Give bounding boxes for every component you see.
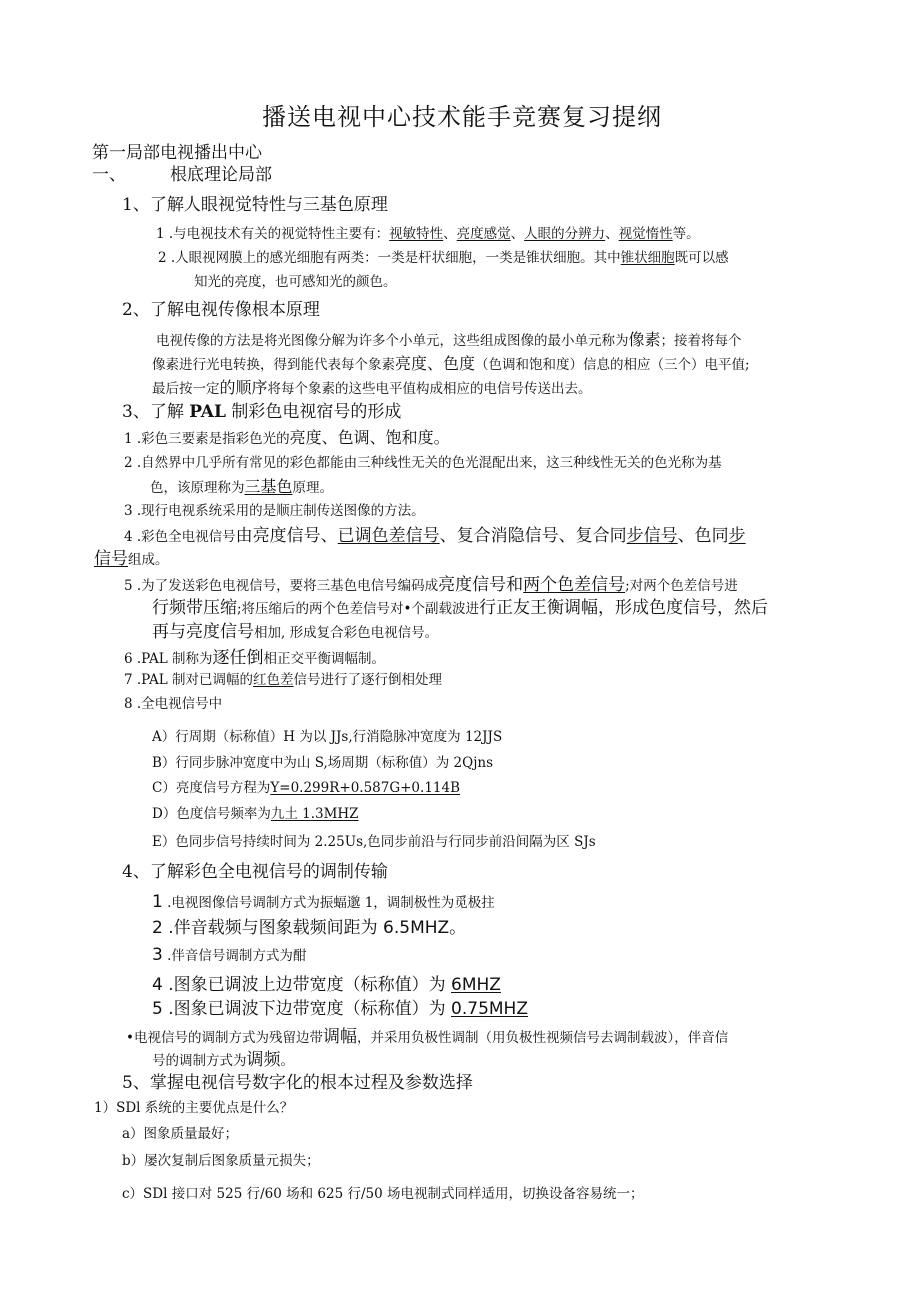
s3-item-1: 1 .彩色三要素是指彩色光的亮度、色调、饱和度。 xyxy=(124,428,450,447)
s5-answer-b: b）屡次复制后图象质量元损失； xyxy=(122,1153,320,1169)
s3-item-8-a: A）行周期（标称值）H 为以 JJs,行消隐脉冲宽度为 12JJS xyxy=(152,729,503,745)
section-heading xyxy=(92,165,272,185)
s3-item-3: 3 .现行电视系统采用的是顺庄制传送图像的方法。 xyxy=(124,503,425,519)
document-title: 播送电视中心技术能手竞赛复习提纲 xyxy=(262,103,662,131)
s1-item-2: 2 .人眼视网膜上的感光细胞有两类：一类是杆状细胞，一类是锥状细胞。其中锥状细胞既可以感 xyxy=(158,250,729,266)
s3-item-2-cont: 色，该原理称为三基色原理。 xyxy=(150,477,334,496)
s3-item-4: 4 .彩色全电视信号由亮度信号、已调色差信号、复合消隐信号、复合同步信号、色同步 xyxy=(124,526,746,546)
s1-item-1: 1 .与电视技术有关的视觉特性主要有：视敏特性、亮度感觉、人眼的分辨力、视觉惰性等。 xyxy=(156,226,700,242)
s2-line-3: 最后按一定的顺序将每个象素的这些电平值构成相应的电信号传送出去。 xyxy=(152,378,592,397)
s3-heading: 3、了解 PAL 制彩色电视宿号的形成 xyxy=(122,402,402,422)
s3-item-2: 2 .自然界中几乎所有常见的彩色都能由三种线性无关的色光混配出来，这三种线性无关的色光称为基 xyxy=(124,455,722,471)
s4-item-5: 5 .图象已调波下边带宽度（标称值）为 0.75MHZ xyxy=(152,999,528,1019)
s3-item-5: 5 .为了发送彩色电视信号，要将三基色电信号编码成亮度信号和两个色差信号;对两个色差信号进 xyxy=(124,575,738,595)
section-label: 根底理论局部 xyxy=(170,165,272,185)
s2-heading: 2、了解电视传像根本原理 xyxy=(122,300,320,320)
s4-bullet-line-2: 号的调制方式为调频。 xyxy=(152,1050,294,1070)
s2-line-1: 电视传像的方法是将光图像分解为许多个小单元，这些组成图像的最小单元称为像素；接着将每个 xyxy=(156,330,742,349)
section-number: 一、 xyxy=(92,165,126,185)
s3-item-6: 6 .PAL 制称为逐任倒相正交平衡调幅制。 xyxy=(124,648,386,668)
s3-item-4-cont: 信号组成。 xyxy=(94,549,169,569)
s1-item-2-cont: 知光的亮度，也可感知光的颜色。 xyxy=(194,274,397,290)
s5-answer-c: c）SDl 接口对 525 行/60 场和 625 行/50 场电视制式同样适用，切换设备容易统一； xyxy=(122,1186,644,1202)
s3-item-8-e: E）色同步信号持续时间为 2.25Us,色同步前沿与行同步前沿间隔为区 SJs xyxy=(152,834,596,850)
s4-bullet-line-1: •电视信号的调制方式为残留边带调幅，并采用负极性调制（用负极性视频信号去调制载波），伴音信 xyxy=(126,1027,729,1047)
s3-item-8-d: D）色度信号频率为九土 1.3MHZ xyxy=(152,806,359,822)
s3-item-5-cont-2: 再与亮度信号相加, 形成复合彩色电视信号。 xyxy=(152,622,439,642)
s3-item-8-c: C）亮度信号方程为Y=0.299R+0.587G+0.114B xyxy=(152,780,461,796)
s3-item-8: 8 .全电视信号中 xyxy=(124,696,223,712)
s2-line-2: 像素进行光电转换，得到能代表每个象素亮度、色度（色调和饱和度）信息的相应（三个）电平值; xyxy=(152,354,750,373)
s3-item-8-b: B）行同步脉冲宽度中为山 S,场周期（标称值）为 2Qjns xyxy=(152,755,494,771)
s4-item-3: 3 .伴音信号调制方式为酣 xyxy=(152,945,307,965)
part-heading: 第一局部电视播出中心 xyxy=(92,143,262,163)
s3-item-5-cont-1: 行频带压缩;将压缩后的两个色差信号对•个副载波进行正友王衡调幅，形成色度信号，然后 xyxy=(152,598,769,618)
s4-item-1: 1 .电视图像信号调制方式为振蝠邈 1，调制极性为觅极拄 xyxy=(152,892,495,912)
s4-heading: 4、了解彩色全电视信号的调制传输 xyxy=(122,862,388,882)
s4-item-4: 4 .图象已调波上边带宽度（标称值）为 6MHZ xyxy=(152,975,501,995)
s5-heading: 5、掌握电视信号数字化的根本过程及参数选择 xyxy=(122,1073,473,1093)
s5-question-1: 1）SDl 系统的主要优点是什么？ xyxy=(94,1100,294,1116)
s4-item-2: 2 .伴音载频与图象载频间距为 6.5MHZ。 xyxy=(152,918,467,938)
s3-item-7: 7 .PAL 制对已调幅的红色差信号进行了逐行倒相处理 xyxy=(124,672,443,688)
s1-heading: 1、了解人眼视觉特性与三基色原理 xyxy=(122,195,388,215)
s5-answer-a: a）图象质量最好； xyxy=(122,1126,239,1142)
